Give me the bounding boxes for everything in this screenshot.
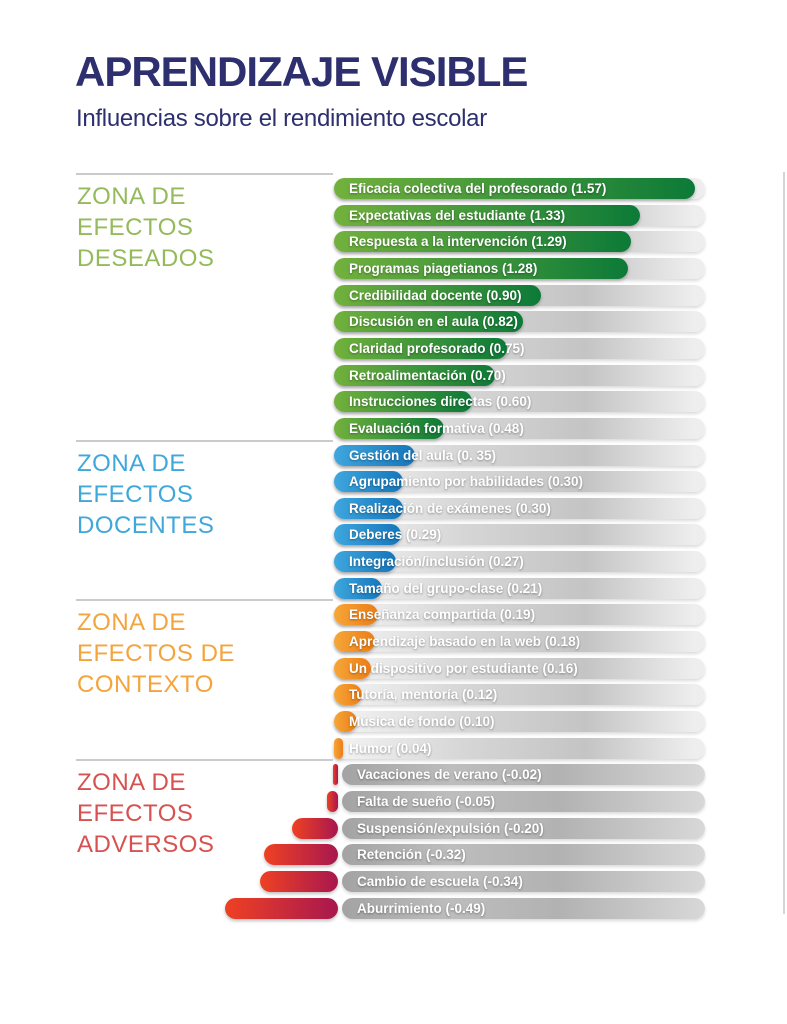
- bar-fill: [334, 738, 343, 759]
- zone-label: [77, 607, 332, 700]
- bar-fill: [260, 871, 338, 892]
- bar-label: Vacaciones de verano (-0.02): [357, 767, 542, 783]
- bar-fill: [225, 898, 338, 919]
- bar-label: Un dispositivo por estudiante (0.16): [349, 660, 578, 676]
- zone-label-line: EFECTOS: [77, 214, 194, 241]
- zone-divider: [76, 440, 333, 442]
- bar-label: Discusión en el aula (0.82): [349, 314, 518, 330]
- page-edge-line: [783, 172, 785, 914]
- bar-label: Instrucciones directas (0.60): [349, 394, 532, 410]
- page-title: APRENDIZAJE VISIBLE: [75, 48, 528, 95]
- bar-label: Aburrimiento (-0.49): [357, 900, 486, 916]
- zone-label: [77, 448, 332, 541]
- bar-label: Respuesta a la intervención (1.29): [349, 234, 567, 250]
- bar-label: Falta de sueño (-0.05): [357, 793, 496, 809]
- bar-label: Cambio de escuela (-0.34): [357, 873, 523, 889]
- bar-label: Retroalimentación (0.70): [349, 367, 506, 383]
- bar-label: Programas piagetianos (1.28): [349, 260, 538, 276]
- zone-label: [77, 181, 332, 274]
- zone-label-line: EFECTOS: [77, 800, 194, 828]
- bar-label: Realización de exámenes (0.30): [349, 500, 551, 516]
- bar-label: Retención (-0.32): [357, 847, 466, 863]
- zone-label-line: ADVERSOS: [77, 831, 215, 859]
- bar-label: Gestión del aula (0. 35): [349, 447, 497, 463]
- zone-label-line: ZONA DE: [77, 449, 186, 477]
- bar-label: Tutoría, mentoría (0.12): [349, 687, 498, 703]
- bar-fill: [292, 818, 338, 839]
- zone-label-line: CONTEXTO: [77, 671, 214, 699]
- bar-label: Aprendizaje basado en la web (0.18): [349, 634, 581, 650]
- zone-divider: [76, 599, 333, 601]
- zone-divider: [76, 759, 333, 761]
- bar-label: Suspensión/expulsión (-0.20): [357, 820, 544, 836]
- bar-label: Deberes (0.29): [349, 527, 442, 543]
- bar-label: Credibilidad docente (0.90): [349, 287, 522, 303]
- bar-fill: [327, 791, 339, 812]
- page-subtitle: Influencias sobre el rendimiento escolar: [76, 105, 487, 132]
- zone-label-line: DESEADOS: [77, 245, 215, 272]
- bar-label: Eficacia colectiva del profesorado (1.57): [349, 181, 607, 196]
- bar-label: Expectativas del estudiante (1.33): [349, 207, 566, 223]
- bar-label: Humor (0.04): [349, 740, 432, 756]
- zone-label-line: ZONA DE: [77, 183, 186, 210]
- bar-label: Enseñanza compartida (0.19): [349, 607, 536, 623]
- zone-label-line: ZONA DE: [77, 769, 186, 797]
- zone-divider: [76, 173, 333, 175]
- zone-label-line: EFECTOS: [77, 480, 194, 508]
- bar-fill: [333, 764, 338, 785]
- bar-label: Integración/inclusión (0.27): [349, 554, 524, 570]
- bar-label: Claridad profesorado (0.75): [349, 340, 525, 356]
- bar-label: Tamaño del grupo-clase (0.21): [349, 580, 543, 596]
- zone-label-line: EFECTOS DE: [77, 640, 235, 668]
- bar-label: Agrupamiento por habilidades (0.30): [349, 474, 584, 490]
- bar-label: Evaluación formativa (0.48): [349, 420, 524, 436]
- zone-label-line: DOCENTES: [77, 511, 215, 539]
- zone-label-line: ZONA DE: [77, 609, 186, 637]
- bar-fill: [264, 844, 338, 865]
- bar-label: Música de fondo (0.10): [349, 714, 495, 729]
